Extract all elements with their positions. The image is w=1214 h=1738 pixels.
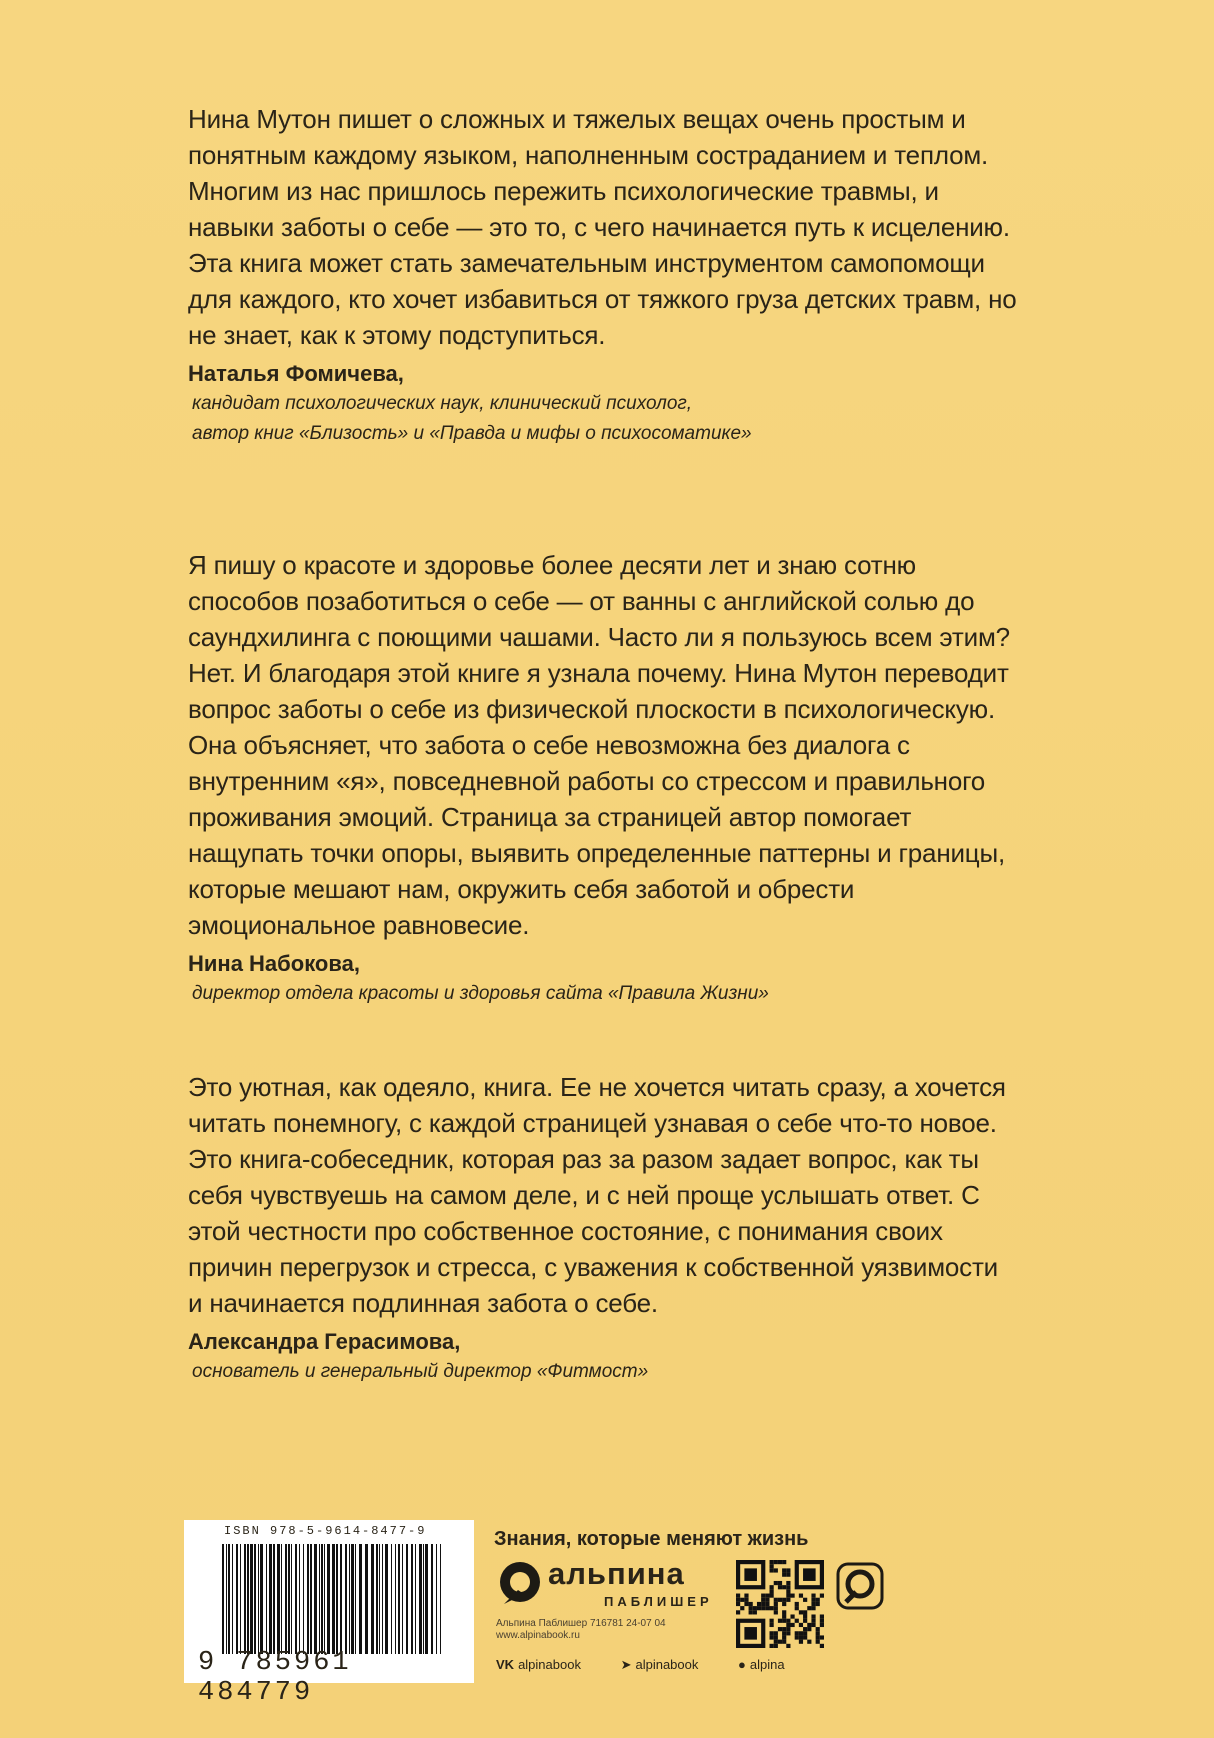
ok-icon: ● bbox=[738, 1657, 746, 1672]
isbn-label: ISBN 978-5-9614-8477-9 bbox=[224, 1524, 427, 1538]
review-text: Я пишу о красоте и здоровье более десяти лет и знаю сотню способов позаботиться о себе — от ванны с английской солью до саундхилинга с поющими чашами. Часто ли я пользуюсь всем этим? Нет. И благодаря этой книге я узнала почему. Нина Мутон переводит вопрос заботы о себе из физической плоскости в психологическую. Она объясняет, что забота о себе невозможна без диалога с внутренним «я», повседневной работы со стрессом и правильного проживания эмоций. Страница за страницей автор помогает нащупать точки опоры, выявить определенные паттерны и границы, которые мешают нам, окружить себя заботой и обрести эмоциональное равновесие. bbox=[188, 550, 1010, 940]
review-1 bbox=[188, 101, 1018, 449]
isbn-barcode bbox=[184, 1520, 474, 1708]
review-text: Нина Мутон пишет о сложных и тяжелых вещах очень простым и понятным каждому языком, наполненным состраданием и теплом. Многим из нас пришлось пережить психологические травмы, и навыки заботы о себе — это то, с чего начинается путь к исцелению. Эта книга может стать замечательным инструментом самопомощи для каждого, кто хочет избавиться от тяжкого груза детских травм, но не знает, как к этому подступиться. bbox=[188, 104, 1017, 350]
review-author-role: автор книг «Близость» и «Правда и мифы о психосоматике» bbox=[192, 423, 752, 444]
vk-icon: VK bbox=[496, 1657, 515, 1672]
alpina-badge-icon bbox=[836, 1562, 884, 1610]
review-author-role: основатель и генеральный директор «Фитмост» bbox=[192, 1361, 649, 1382]
review-author-role: кандидат психологических наук, клинический психолог, bbox=[192, 393, 693, 414]
publisher-info-line: Альпина Паблишер 716781 24-07 04 bbox=[496, 1618, 666, 1629]
telegram-icon: ➤ bbox=[620, 1657, 632, 1672]
social-vk[interactable]: VK alpinabook bbox=[496, 1657, 581, 1672]
social-ok[interactable]: ● alpina bbox=[738, 1657, 785, 1672]
review-author: Нина Набокова, bbox=[188, 951, 360, 976]
barcode-bars bbox=[222, 1544, 444, 1654]
review-2 bbox=[188, 547, 1018, 1009]
alpina-logo-icon bbox=[496, 1560, 544, 1608]
review-author: Наталья Фомичева, bbox=[188, 361, 404, 386]
publisher-slogan: Знания, которые меняют жизнь bbox=[494, 1528, 809, 1550]
qr-code-icon bbox=[736, 1560, 824, 1648]
publisher-subtitle: ПАБЛИШЕР bbox=[604, 1594, 713, 1609]
publisher-info bbox=[496, 1618, 666, 1642]
ean-digits: 9 785961 484779 bbox=[198, 1648, 352, 1708]
publisher-name: альпина bbox=[548, 1556, 685, 1591]
review-author: Александра Герасимова, bbox=[188, 1329, 461, 1354]
social-links bbox=[496, 1657, 821, 1673]
review-text: Это уютная, как одеяло, книга. Ее не хочется читать сразу, а хочется читать понемногу, с каждой страницей узнавая о себе что-то новое. Это книга-собеседник, которая раз за разом задает вопрос, как ты себя чувствуешь на самом деле, и с ней проще услышать ответ. С этой честности про собственное состояние, с понимания своих причин перегрузок и стресса, с уважения к собственной уязвимости и начинается подлинная забота о себе. bbox=[188, 1072, 1006, 1318]
social-telegram[interactable]: ➤ alpinabook bbox=[620, 1657, 699, 1672]
review-3 bbox=[188, 1069, 1018, 1387]
publisher-info-line: www.alpinabook.ru bbox=[496, 1630, 580, 1641]
review-author-role: директор отдела красоты и здоровья сайта «Правила Жизни» bbox=[192, 983, 769, 1004]
